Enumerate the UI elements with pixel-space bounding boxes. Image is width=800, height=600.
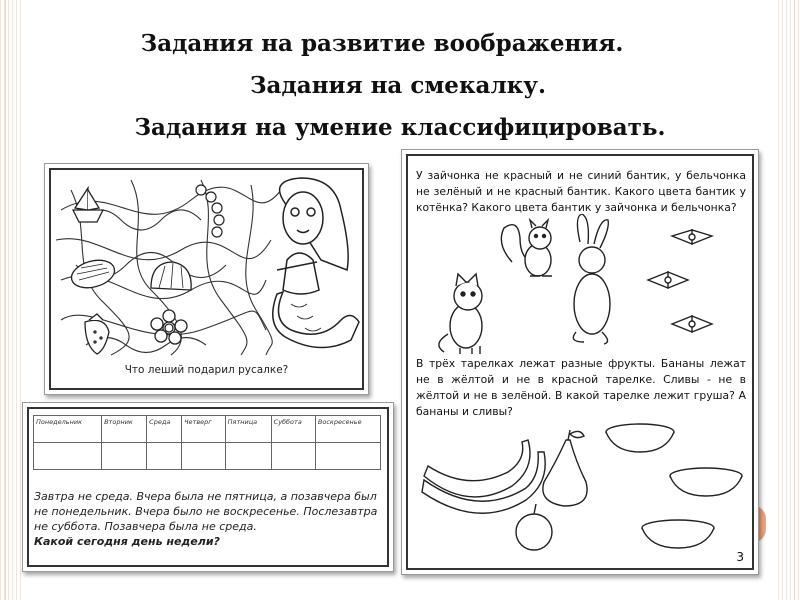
day-cell: Понедельник bbox=[34, 416, 102, 443]
page-number: 3 bbox=[736, 550, 744, 564]
riddle-text: Завтра не среда. Вчера была не пятница, а позавчера был не понедельник. Вчера было не воскресенье. Послезавтра не суббота. Позавчера была не среда. bbox=[34, 490, 378, 533]
table-row bbox=[34, 416, 381, 443]
logic-card bbox=[401, 149, 759, 575]
empty-cell bbox=[271, 443, 315, 470]
empty-cell bbox=[225, 443, 271, 470]
plate-icon bbox=[642, 520, 714, 548]
bow-icon bbox=[672, 316, 712, 332]
plate-icon bbox=[606, 424, 674, 452]
cat-icon bbox=[439, 274, 482, 354]
days-table bbox=[33, 415, 381, 470]
maze-card bbox=[44, 163, 369, 395]
bow-icon bbox=[648, 272, 688, 288]
day-cell: Воскресенье bbox=[315, 416, 380, 443]
empty-cell bbox=[315, 443, 380, 470]
rabbit-icon bbox=[573, 214, 610, 344]
maze-caption: Что леший подарил русалке? bbox=[124, 364, 289, 376]
table-row bbox=[34, 443, 381, 470]
logic-card-inner bbox=[406, 154, 754, 570]
squirrel-icon bbox=[501, 220, 552, 276]
bow-icon bbox=[672, 230, 712, 244]
pinecone-icon bbox=[68, 256, 117, 293]
empty-cell bbox=[182, 443, 226, 470]
riddle-question: Какой сегодня день недели? bbox=[34, 535, 220, 548]
riddle-text-block bbox=[34, 489, 379, 549]
plate-icon bbox=[670, 468, 742, 496]
seashell-icon bbox=[151, 262, 191, 290]
day-cell: Среда bbox=[147, 416, 182, 443]
empty-cell bbox=[34, 443, 102, 470]
animals-bows-illustration bbox=[408, 214, 752, 364]
paper-boat-icon bbox=[73, 188, 103, 222]
day-cell: Вторник bbox=[102, 416, 147, 443]
maze-illustration bbox=[51, 170, 362, 360]
days-card bbox=[22, 402, 394, 572]
day-cell: Пятница bbox=[225, 416, 271, 443]
mermaid-figure bbox=[273, 178, 359, 348]
days-card-inner bbox=[27, 407, 389, 567]
day-cell: Суббота bbox=[271, 416, 315, 443]
maze-card-inner bbox=[49, 168, 364, 390]
slide-title-3: Задания на умение классифицировать. bbox=[134, 114, 666, 141]
puzzle-bows-text: У зайчонка не красный и не синий бантик, у бельчонка не зелёный и не красный бантик. Какого цвета бантик у котёнка? Какого цвета бантик у зайчонка и бельчонка? bbox=[416, 169, 746, 214]
day-cell: Четверг bbox=[182, 416, 226, 443]
beads-icon bbox=[196, 185, 224, 237]
pear-icon bbox=[543, 430, 587, 506]
empty-cell bbox=[147, 443, 182, 470]
empty-cell bbox=[102, 443, 147, 470]
slide-title-2: Задания на смекалку. bbox=[249, 72, 547, 99]
plum-icon bbox=[516, 504, 552, 550]
puzzle-fruits-text: В трёх тарелках лежат разные фрукты. Бананы лежат не в жёлтой и не в красной тарелке. Сливы - не в жёлтой и не в зелёной. В какой тарелке лежит груша? А бананы и сливы? bbox=[416, 357, 746, 418]
bananas-icon bbox=[422, 440, 545, 513]
slide-title-1: Задания на развитие воображения. bbox=[140, 30, 624, 57]
fruits-plates-illustration bbox=[408, 422, 752, 562]
